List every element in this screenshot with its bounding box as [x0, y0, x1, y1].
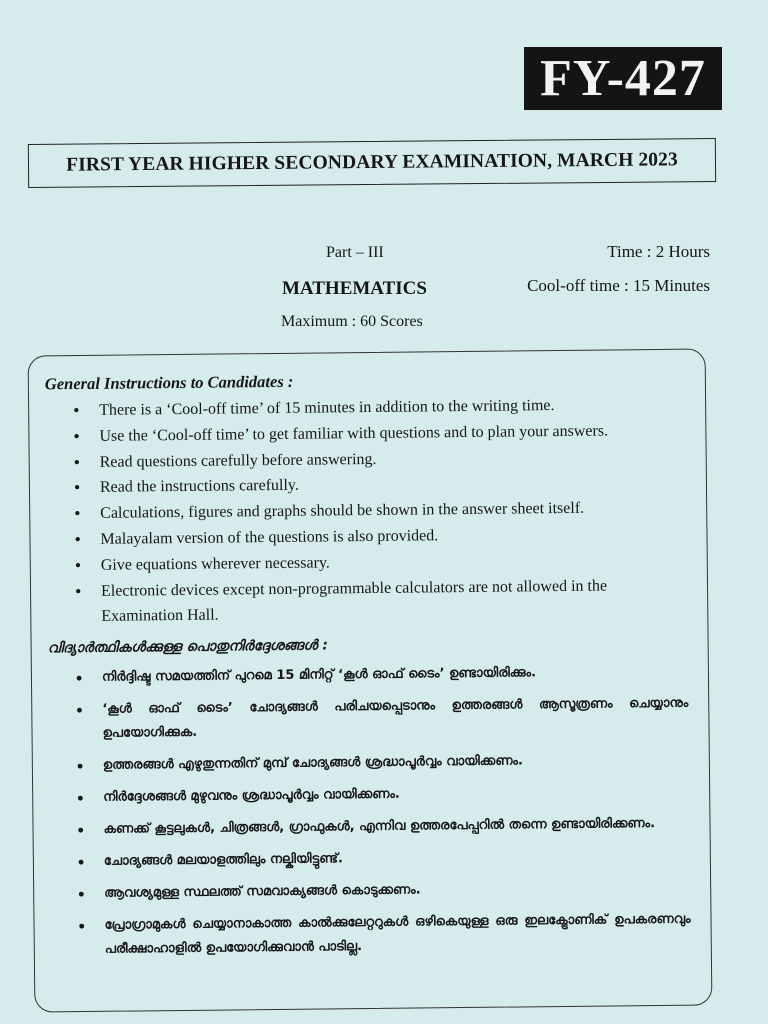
instruction-item-ml: • പ്രോഗ്രാമുകൾ ചെയ്യാനാകാത്ത കാൽക്കുലേറ്ററുകൾ ഒഴികെയുള്ള ഒരു ഇലക്ട്രോണിക് ഉപകരണവും പരീക്ഷാഹാളിൽ ഉപയോഗിക്കുവാൻ പാടില്ല.: [50, 908, 690, 963]
instructions-heading-ml: വിദ്യാർത്ഥികൾക്കുള്ള പൊതുനിർദ്ദേശങ്ങൾ :: [47, 637, 328, 657]
instruction-item-en: • Electronic devices except non-programmable calculators are not allowed in the Examination Hall.: [47, 572, 688, 630]
instructions-list-ml: [48, 660, 691, 963]
instruction-item-en: • Read questions carefully before answering.: [46, 443, 686, 475]
instruction-item-ml: • ഉത്തരങ്ങൾ എഴുതുന്നതിന് മുമ്പ് ചോദ്യങ്ങൾ ശ്രദ്ധാപൂർവ്വം വായിക്കണം.: [49, 748, 689, 779]
instruction-item-en: • Malayalam version of the questions is also provided.: [46, 521, 686, 553]
instruction-item-ml: • ‘കൂൾ ഓഫ് ടൈം’ ചോദ്യങ്ങൾ പരിചയപ്പെടാനും ഉത്തരങ്ങൾ ആസൂത്രണം ചെയ്യാനും ഉപയോഗിക്കുക.: [48, 692, 688, 747]
instruction-item-ml: • ചോദ്യങ്ങൾ മലയാളത്തിലും നല്കിയിട്ടുണ്ട്.: [50, 844, 690, 875]
max-scores: Maximum : 60 Scores: [281, 313, 423, 330]
instructions-list-en: [45, 392, 687, 631]
paper-code: FY-427: [524, 47, 722, 110]
instruction-item-en: • Read the instructions carefully.: [46, 469, 686, 501]
instructions-heading-en: General Instructions to Candidates :: [44, 371, 294, 394]
subject-title: MATHEMATICS: [282, 278, 427, 299]
cool-off-label: Cool-off time : 15 Minutes: [527, 276, 710, 295]
instruction-item-ml: • നിർദ്ദിഷ്ട സമയത്തിന് പുറമെ 15 മിനിറ്റ് ‘കൂൾ ഓഫ് ടൈം’ ഉണ്ടായിരിക്കും.: [48, 660, 688, 691]
instruction-item-en: • There is a ‘Cool-off time’ of 15 minutes in addition to the writing time.: [45, 392, 685, 424]
part-label: Part – III: [326, 244, 384, 261]
instructions-content: [45, 368, 691, 971]
instruction-item-en: • Give equations wherever necessary.: [47, 546, 687, 578]
instruction-item-ml: • ആവശ്യമുള്ള സ്ഥലത്ത് സമവാക്യങ്ങൾ കൊടുക്കണം.: [50, 876, 690, 907]
instruction-item-en: • Calculations, figures and graphs should be shown in the answer sheet itself.: [46, 495, 686, 527]
instruction-item-en: • Use the ‘Cool-off time’ to get familiar with questions and to plan your answers.: [45, 417, 685, 449]
exam-title: FIRST YEAR HIGHER SECONDARY EXAMINATION, MARCH 2023: [66, 149, 678, 176]
instructions-box: [28, 348, 713, 1012]
time-label: Time : 2 Hours: [607, 242, 710, 261]
exam-title-box: [28, 138, 716, 188]
instruction-item-ml: • കണക്ക് കൂട്ടലുകൾ, ചിത്രങ്ങൾ, ഗ്രാഫുകൾ, എന്നിവ ഉത്തരപേപ്പറിൽ തന്നെ ഉണ്ടായിരിക്കണം.: [49, 812, 689, 843]
instruction-item-ml: • നിർദ്ദേശങ്ങൾ മുഴുവനും ശ്രദ്ധാപൂർവ്വം വായിക്കണം.: [49, 780, 689, 811]
